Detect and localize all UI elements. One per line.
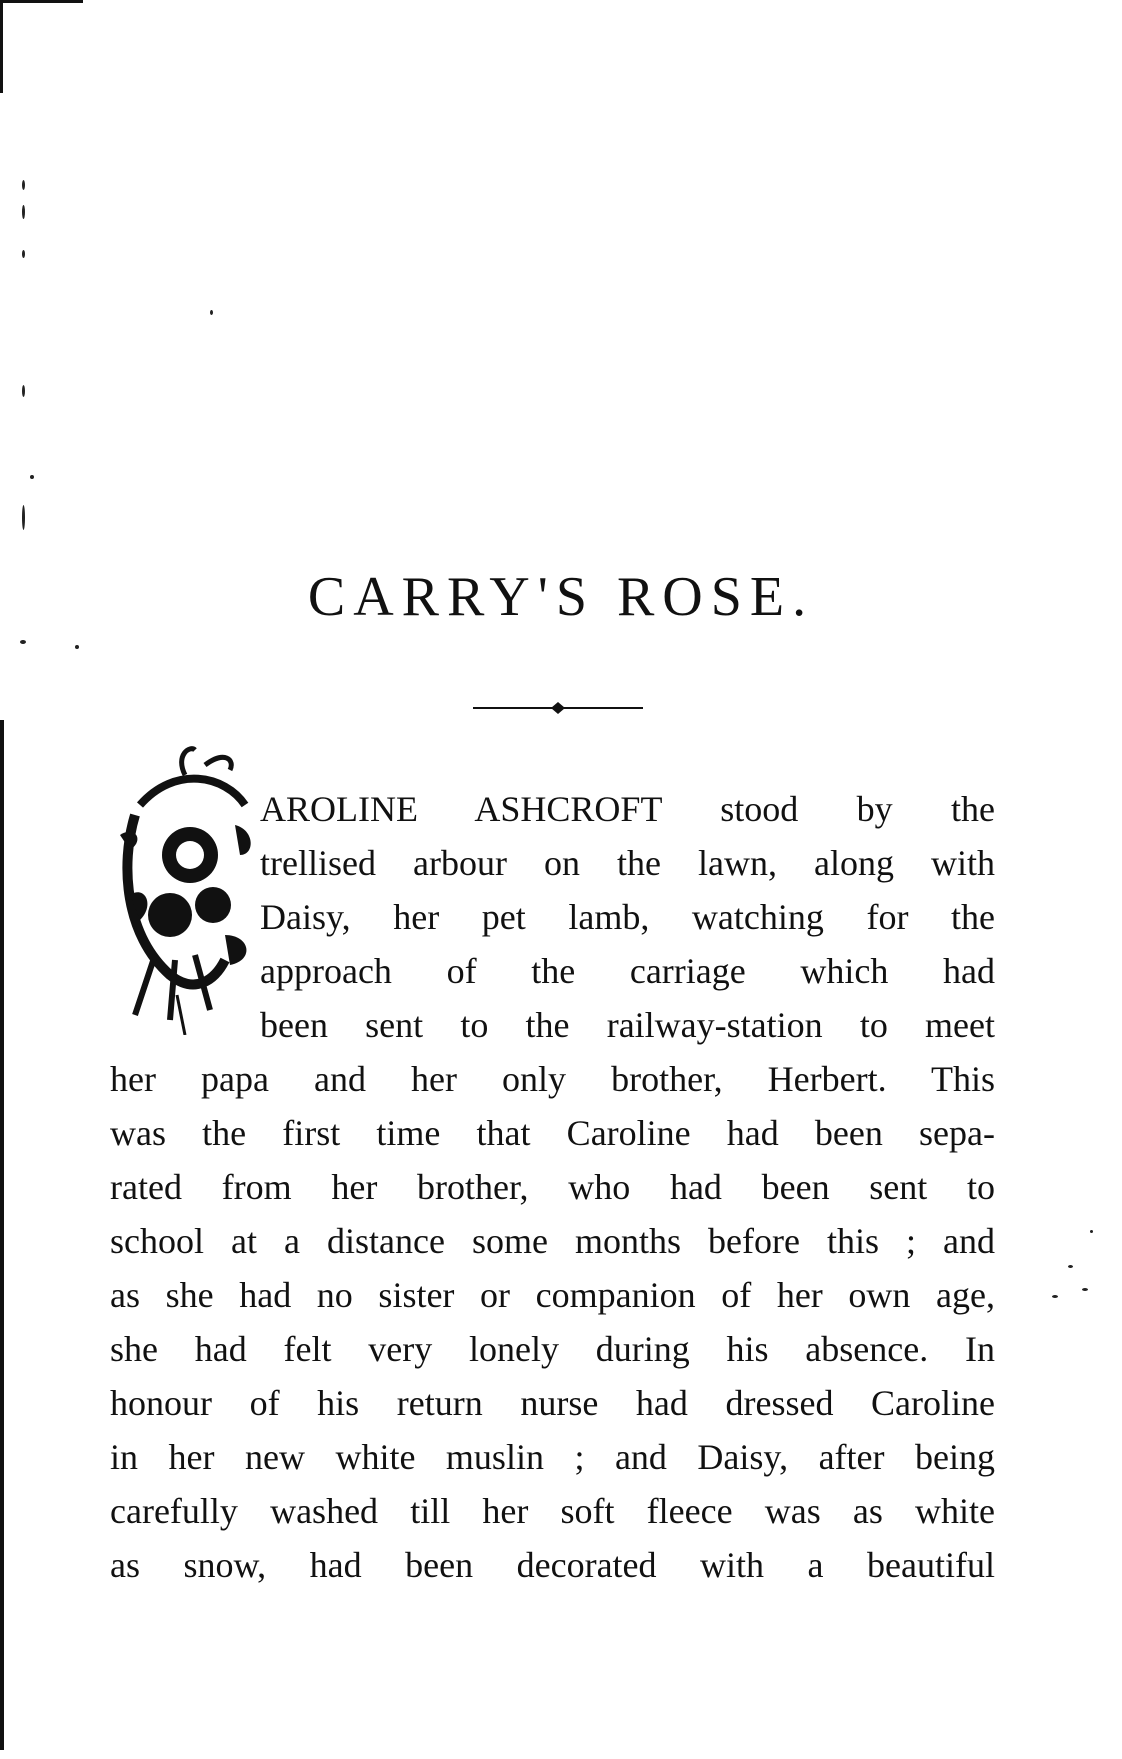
- text-line: as she had no sister or companion of her own age,: [110, 1275, 995, 1315]
- text-line: her papa and her only brother, Herbert. This: [110, 1059, 995, 1099]
- text-line: as snow, had been decorated with a beautiful: [110, 1545, 995, 1585]
- text-line: AROLINE ASHCROFT stood by the: [260, 789, 995, 829]
- text-line: school at a distance some months before this ; and: [110, 1221, 995, 1261]
- text-line: carefully washed till her soft fleece was as white: [110, 1491, 995, 1531]
- page-corner-mark: [0, 0, 83, 93]
- body-paragraph: [110, 782, 995, 1592]
- text-line: honour of his return nurse had dressed Caroline: [110, 1383, 995, 1423]
- text-line: Daisy, her pet lamb, watching for the: [260, 897, 995, 937]
- text-line: rated from her brother, who had been sent to: [110, 1167, 995, 1207]
- text-line: was the first time that Caroline had been sepa-: [110, 1113, 995, 1153]
- text-line: been sent to the railway-station to meet: [260, 1005, 995, 1045]
- text-line: trellised arbour on the lawn, along with: [260, 843, 995, 883]
- title-divider-rule: [473, 700, 643, 716]
- text-line: in her new white muslin ; and Daisy, after being: [110, 1437, 995, 1477]
- text-line: she had felt very lonely during his absence. In: [110, 1329, 995, 1369]
- binding-edge: [0, 720, 10, 1750]
- chapter-title: CARRY'S ROSE.: [307, 566, 815, 628]
- text-line: approach of the carriage which had: [260, 951, 995, 991]
